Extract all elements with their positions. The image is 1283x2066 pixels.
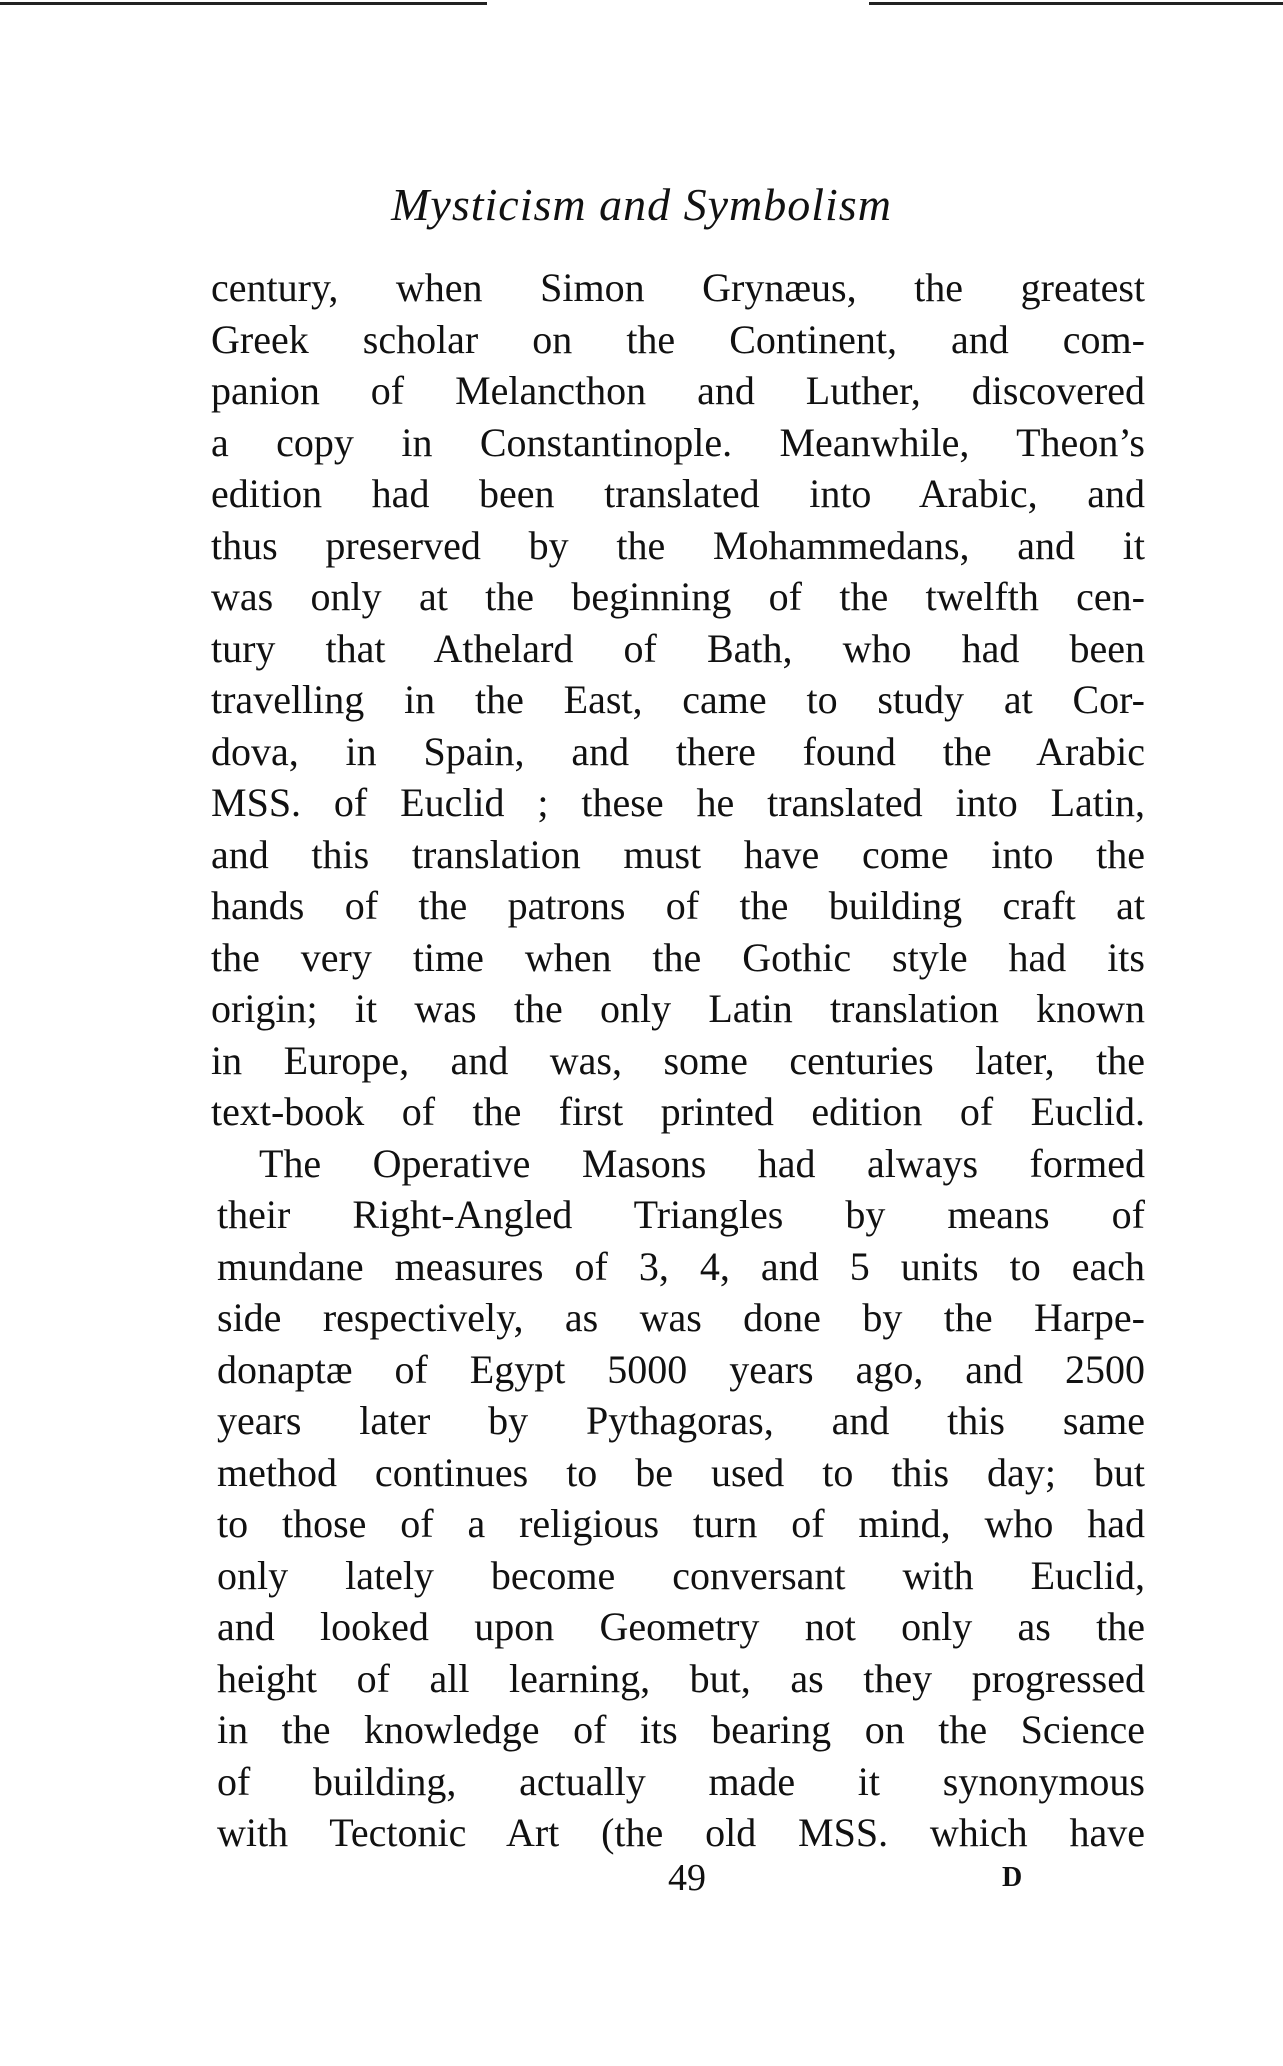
text-line: to those of a religious turn of mind, who had bbox=[217, 1501, 1145, 1546]
text-line: panion of Melancthon and Luther, discovered bbox=[211, 368, 1145, 413]
text-line: origin; it was the only Latin translation known bbox=[211, 986, 1145, 1031]
text-line: edition had been translated into Arabic, and bbox=[211, 471, 1145, 516]
top-rule-left bbox=[0, 2, 487, 5]
page-number: 49 bbox=[668, 1857, 706, 1899]
text-line: thus preserved by the Mohammedans, and it bbox=[211, 522, 1145, 568]
text-line: in Europe, and was, some centuries later, the bbox=[211, 1037, 1145, 1083]
text-line: method continues to be used to this day; but bbox=[217, 1449, 1145, 1495]
text-line: a copy in Constantinople. Meanwhile, Theon’s bbox=[211, 419, 1145, 465]
running-title: Mysticism and Symbolism bbox=[391, 179, 892, 230]
text-line: side respectively, as was done by the Harpe- bbox=[217, 1295, 1145, 1340]
text-line: donaptæ of Egypt 5000 years ago, and 2500 bbox=[217, 1346, 1145, 1392]
top-rule-right bbox=[869, 2, 1283, 5]
text-line: with Tectonic Art (the old MSS. which have bbox=[217, 1810, 1145, 1855]
paragraph-start-line: The Operative Masons had always formed bbox=[259, 1140, 1145, 1186]
text-line: and looked upon Geometry not only as the bbox=[217, 1604, 1145, 1649]
text-line: in the knowledge of its bearing on the Science bbox=[217, 1707, 1145, 1752]
text-line: the very time when the Gothic style had its bbox=[211, 934, 1145, 980]
text-line: MSS. of Euclid ; these he translated into Latin, bbox=[211, 780, 1145, 825]
text-line: height of all learning, but, as they progressed bbox=[217, 1655, 1145, 1701]
text-line: only lately become conversant with Euclid, bbox=[217, 1552, 1145, 1598]
text-line: and this translation must have come into the bbox=[211, 831, 1145, 877]
text-line: years later by Pythagoras, and this same bbox=[217, 1398, 1145, 1443]
text-line: century, when Simon Grynæus, the greatest bbox=[211, 265, 1145, 310]
text-line: Greek scholar on the Continent, and com- bbox=[211, 316, 1145, 362]
text-line: mundane measures of 3, 4, and 5 units to each bbox=[217, 1243, 1145, 1289]
text-line: tury that Athelard of Bath, who had been bbox=[211, 625, 1145, 671]
text-line: was only at the beginning of the twelfth cen- bbox=[211, 574, 1145, 619]
text-line: text-book of the first printed edition of Euclid. bbox=[211, 1089, 1145, 1134]
text-line: dova, in Spain, and there found the Arabic bbox=[211, 728, 1145, 774]
body-text bbox=[211, 262, 1145, 1859]
text-line: of building, actually made it synonymous bbox=[217, 1758, 1145, 1804]
text-line: hands of the patrons of the building craft at bbox=[211, 883, 1145, 928]
text-line: their Right-Angled Triangles by means of bbox=[217, 1192, 1145, 1237]
text-line: travelling in the East, came to study at Cor- bbox=[211, 677, 1145, 722]
signature-mark: D bbox=[1002, 1862, 1023, 1893]
